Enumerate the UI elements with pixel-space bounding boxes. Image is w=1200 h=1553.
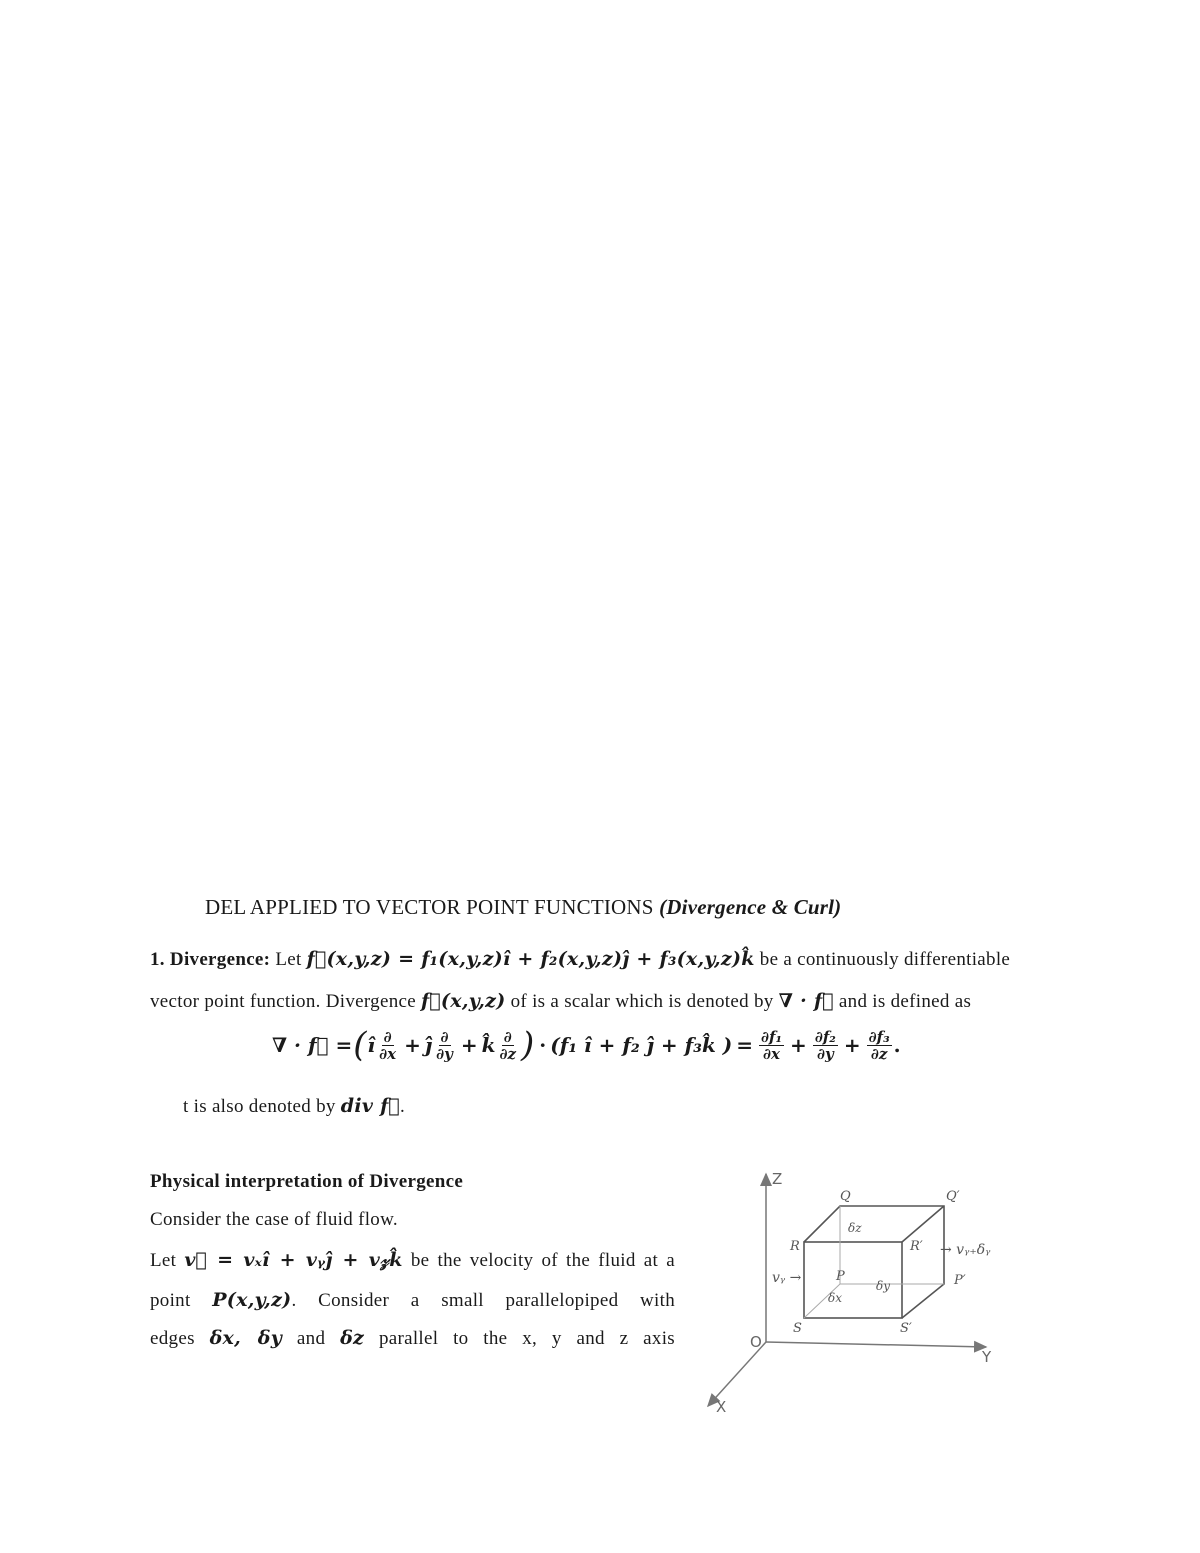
plus-sign: + [460, 1033, 478, 1057]
plus-sign: + [843, 1033, 861, 1057]
dot-operator: · [539, 1033, 547, 1057]
plus-sign: + [790, 1033, 807, 1057]
line2-nabla-dot: ∇ · f⃗ [778, 990, 834, 1012]
divergence-number: 1. [150, 949, 165, 970]
line1-tail: be a continuously differentiable [759, 949, 1011, 970]
fraction-num: ∂f₃ [868, 1027, 890, 1046]
fraction-d-dz [498, 1029, 519, 1062]
edges-dx-dy: δx, δy [209, 1327, 283, 1349]
axis-z-label: Z [772, 1170, 783, 1188]
physical-line-2-rest: be the velocity of the fluid at a [410, 1250, 675, 1271]
vector-function-definition: f⃗(x,y,z) = f₁(x,y,z)î + f₂(x,y,z)ĵ + f₃(x,y,z)k̂ [306, 948, 755, 970]
fraction-df2-dy [813, 1029, 838, 1062]
parallelopiped-diagram [700, 1162, 1030, 1422]
fraction-d-dx [377, 1029, 398, 1062]
fraction-num: ∂ [383, 1027, 392, 1046]
physical-let: Let [150, 1250, 177, 1271]
fraction-num: ∂ [440, 1027, 449, 1046]
velocity-vector: v⃗ = vₓî + vᵧĵ + v𝓏k̂ [184, 1249, 403, 1271]
title-main: DEL APPLIED TO VECTOR POINT FUNCTIONS [205, 895, 654, 919]
formula-j: ĵ [424, 1033, 433, 1057]
label-q-prime: Q′ [946, 1189, 960, 1204]
fraction-den: ∂z [499, 1044, 517, 1063]
axis-x-label: X [716, 1398, 727, 1416]
physical-edges-word: edges [150, 1328, 195, 1349]
alt-notation-text: t is also denoted by [183, 1096, 336, 1117]
formula-lhs: ∇ · f⃗ = [272, 1033, 353, 1057]
formula-i: î [367, 1033, 376, 1057]
alt-notation-end: . [400, 1096, 406, 1117]
label-r-prime: R′ [910, 1239, 923, 1254]
label-s: S [793, 1321, 802, 1336]
line2-part-b: of is a scalar which is denoted by [510, 991, 774, 1012]
label-vy-dy: → vᵧ₊δᵧ [940, 1242, 991, 1258]
formula-k: k̂ [481, 1033, 496, 1057]
open-paren: ( [353, 1025, 367, 1065]
physical-heading: Physical interpretation of Divergence [150, 1171, 464, 1192]
label-dy: δy [876, 1279, 891, 1293]
formula-period: . [893, 1033, 901, 1057]
label-vy: vᵧ → [772, 1270, 802, 1286]
fraction-den: ∂x [379, 1044, 397, 1063]
physical-line-3-rest: . Consider a small parallelopiped with [291, 1290, 675, 1311]
physical-line-1: Consider the case of fluid flow. [150, 1209, 398, 1230]
close-paren: ) [521, 1025, 535, 1065]
fraction-num: ∂ [503, 1027, 512, 1046]
fraction-num: ∂f₂ [814, 1027, 836, 1046]
label-q: Q [840, 1189, 851, 1204]
divergence-line-1 [150, 948, 1010, 971]
formula-vector: (f₁ î + f₂ ĵ + f₃k̂ ) [550, 1033, 733, 1057]
fraction-den: ∂y [816, 1044, 834, 1063]
divergence-formula [272, 1025, 901, 1065]
label-dx: δx [828, 1291, 842, 1305]
line2-function: f⃗(x,y,z) [421, 990, 506, 1012]
fraction-den: ∂y [436, 1044, 453, 1063]
label-r: R [790, 1239, 800, 1254]
label-s-prime: S′ [900, 1321, 912, 1336]
back-edges [804, 1206, 944, 1318]
physical-line-2 [150, 1249, 675, 1272]
fraction-d-dy [434, 1029, 455, 1062]
page-title [205, 895, 841, 920]
fraction-den: ∂x [763, 1044, 780, 1063]
fraction-num: ∂f₁ [761, 1027, 783, 1046]
equals-sign: = [736, 1033, 753, 1057]
line2-part-c: and is defined as [838, 991, 972, 1012]
alt-notation-line [183, 1095, 405, 1118]
label-dz: δz [848, 1221, 862, 1235]
fraction-df3-dz [867, 1029, 892, 1062]
fraction-df1-dx [759, 1029, 784, 1062]
physical-line-4-rest: parallel to the x, y and z axis [378, 1328, 675, 1349]
title-subtitle: (Divergence & Curl) [659, 895, 842, 919]
fraction-den: ∂z [870, 1044, 888, 1063]
physical-line-3 [150, 1289, 675, 1312]
divergence-label: Divergence: [169, 949, 271, 970]
origin-label: O [750, 1333, 762, 1351]
physical-and-word: and [296, 1328, 326, 1349]
plus-sign: + [404, 1033, 421, 1057]
physical-point-word: point [150, 1290, 191, 1311]
div-f-notation: div f⃗ [340, 1095, 400, 1117]
edge-dz: δz [340, 1327, 365, 1349]
point-p: P(x,y,z) [212, 1289, 292, 1311]
physical-line-4 [150, 1327, 675, 1350]
axis-y-label: Y [982, 1348, 992, 1366]
top-right-edge [902, 1206, 944, 1242]
y-axis [766, 1342, 986, 1347]
label-p-prime: P′ [954, 1273, 966, 1288]
line2-part-a: vector point function. Divergence [150, 991, 416, 1012]
let-word: Let [275, 949, 302, 970]
x-axis [708, 1342, 766, 1406]
divergence-line-2 [150, 990, 971, 1013]
label-p: P [836, 1269, 845, 1284]
